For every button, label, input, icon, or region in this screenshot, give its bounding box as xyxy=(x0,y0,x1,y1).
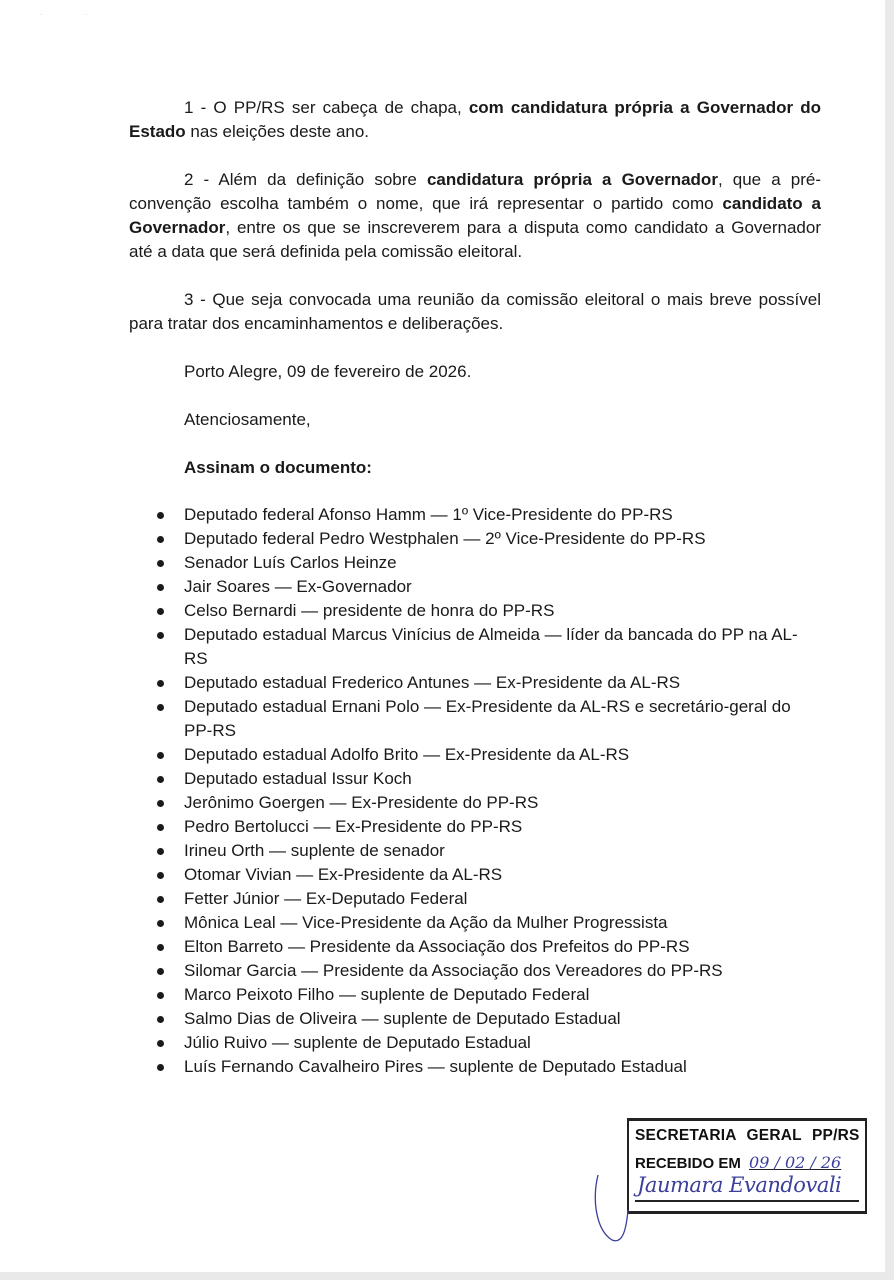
signer-text: Mônica Leal — Vice-Presidente da Ação da Mulher Progressista xyxy=(184,913,668,932)
text-run: 3 - Que seja convocada uma reunião da comissão eleitoral o mais breve possível para tratar dos encaminhamentos e deliberações. xyxy=(129,290,821,333)
signer-list-item xyxy=(129,743,821,767)
bullet-icon xyxy=(157,824,164,831)
signer-text: Celso Bernardi — presidente de honra do PP-RS xyxy=(184,601,555,620)
signer-text: Elton Barreto — Presidente da Associação dos Prefeitos do PP-RS xyxy=(184,937,690,956)
bullet-icon xyxy=(157,752,164,759)
text-run: , entre os que se inscreverem para a disputa como candidato a Governador até a data que será definida pela comissão eleitoral. xyxy=(129,218,821,261)
signer-text: Marco Peixoto Filho — suplente de Deputado Federal xyxy=(184,985,590,1004)
bullet-icon xyxy=(157,560,164,567)
stamp-received-label: RECEBIDO EM xyxy=(635,1155,741,1172)
signer-list-item xyxy=(129,887,821,911)
stamp-received-date: 09 / 02 / 26 xyxy=(749,1153,842,1172)
bullet-icon xyxy=(157,1040,164,1047)
bullet-icon xyxy=(157,512,164,519)
signer-text: Pedro Bertolucci — Ex-Presidente do PP-RS xyxy=(184,817,523,836)
bullet-icon xyxy=(157,920,164,927)
signer-list-item xyxy=(129,623,821,671)
signer-list-item xyxy=(129,911,821,935)
signer-list-item xyxy=(129,767,821,791)
bullet-icon xyxy=(157,1064,164,1071)
signer-text: Deputado federal Afonso Hamm — 1º Vice-Presidente do PP-RS xyxy=(184,505,673,524)
bullet-icon xyxy=(157,680,164,687)
signer-list-item xyxy=(129,959,821,983)
signer-text: Jair Soares — Ex-Governador xyxy=(184,577,412,596)
signer-list-item xyxy=(129,791,821,815)
bullet-icon xyxy=(157,704,164,711)
signer-text: Irineu Orth — suplente de senador xyxy=(184,841,445,860)
signer-text: Deputado federal Pedro Westphalen — 2º Vice-Presidente do PP-RS xyxy=(184,529,706,548)
signers-list xyxy=(129,503,821,1079)
signer-text: Jerônimo Goergen — Ex-Presidente do PP-RS xyxy=(184,793,539,812)
paragraph-item-3 xyxy=(129,288,821,336)
bullet-icon xyxy=(157,848,164,855)
signer-list-item xyxy=(129,839,821,863)
signer-text: Silomar Garcia — Presidente da Associação dos Vereadores do PP-RS xyxy=(184,961,723,980)
signer-text: Luís Fernando Cavalheiro Pires — suplente de Deputado Estadual xyxy=(184,1057,687,1076)
closing-salutation: Atenciosamente, xyxy=(184,410,311,429)
bullet-icon xyxy=(157,584,164,591)
bullet-icon xyxy=(157,896,164,903)
bullet-icon xyxy=(157,608,164,615)
signers-heading: Assinam o documento: xyxy=(184,458,372,477)
bullet-icon xyxy=(157,992,164,999)
text-run: 2 - Além da definição sobre xyxy=(184,170,427,189)
signer-list-item xyxy=(129,575,821,599)
text-run: , que a pré-convenção escolha também o nome, que irá representar o partido como xyxy=(129,170,821,213)
signer-text: Deputado estadual Marcus Vinícius de Almeida — líder da bancada do PP na AL-RS xyxy=(184,625,798,668)
stamp-office-label: SECRETARIA GERAL PP/RS xyxy=(635,1127,860,1144)
signer-list-item xyxy=(129,671,821,695)
signer-list-item xyxy=(129,815,821,839)
signer-text: Senador Luís Carlos Heinze xyxy=(184,553,397,572)
signer-list-item xyxy=(129,1031,821,1055)
signer-text: Deputado estadual Issur Koch xyxy=(184,769,412,788)
signer-text: Otomar Vivian — Ex-Presidente da AL-RS xyxy=(184,865,503,884)
bullet-icon xyxy=(157,872,164,879)
paragraph-item-2 xyxy=(129,168,821,264)
stamp-received-line xyxy=(635,1153,841,1172)
place-date: Porto Alegre, 09 de fevereiro de 2026. xyxy=(184,362,472,381)
text-run: nas eleições deste ano. xyxy=(185,122,370,141)
signer-list-item xyxy=(129,599,821,623)
signer-list-item xyxy=(129,503,821,527)
signer-text: Deputado estadual Adolfo Brito — Ex-Presidente da AL-RS xyxy=(184,745,630,764)
pen-stroke-path xyxy=(595,1175,628,1241)
handwritten-signature: Jaumara Evandovali xyxy=(637,1173,842,1197)
received-stamp xyxy=(627,1118,867,1214)
bullet-icon xyxy=(157,776,164,783)
scan-specks: · · xyxy=(40,10,108,19)
signer-text: Deputado estadual Frederico Antunes — Ex-Presidente da AL-RS xyxy=(184,673,681,692)
stamp-underline xyxy=(635,1200,859,1202)
signer-list-item xyxy=(129,1055,821,1079)
bullet-icon xyxy=(157,800,164,807)
signer-list-item xyxy=(129,695,821,743)
bullet-icon xyxy=(157,632,164,639)
signer-text: Fetter Júnior — Ex-Deputado Federal xyxy=(184,889,468,908)
paragraph-item-1 xyxy=(129,96,821,144)
signer-text: Salmo Dias de Oliveira — suplente de Deputado Estadual xyxy=(184,1009,621,1028)
signer-list-item xyxy=(129,551,821,575)
text-run: 1 - O PP/RS ser cabeça de chapa, xyxy=(184,98,469,117)
bold-text-run: candidato a Governador xyxy=(129,194,821,237)
signer-list-item xyxy=(129,527,821,551)
bold-text-run: com candidatura própria a Governador do Estado xyxy=(129,98,821,141)
bullet-icon xyxy=(157,536,164,543)
pen-stroke-mark xyxy=(590,1170,650,1250)
signer-list-item xyxy=(129,935,821,959)
bullet-icon xyxy=(157,968,164,975)
signer-list-item xyxy=(129,983,821,1007)
signer-text: Deputado estadual Ernani Polo — Ex-Presidente da AL-RS e secretário-geral do PP-RS xyxy=(184,697,791,740)
bullet-icon xyxy=(157,1016,164,1023)
document-body xyxy=(129,96,821,1079)
signer-list-item xyxy=(129,1007,821,1031)
bold-text-run: candidatura própria a Governador xyxy=(426,170,718,189)
signer-text: Júlio Ruivo — suplente de Deputado Estadual xyxy=(184,1033,531,1052)
bullet-icon xyxy=(157,944,164,951)
signer-list-item xyxy=(129,863,821,887)
